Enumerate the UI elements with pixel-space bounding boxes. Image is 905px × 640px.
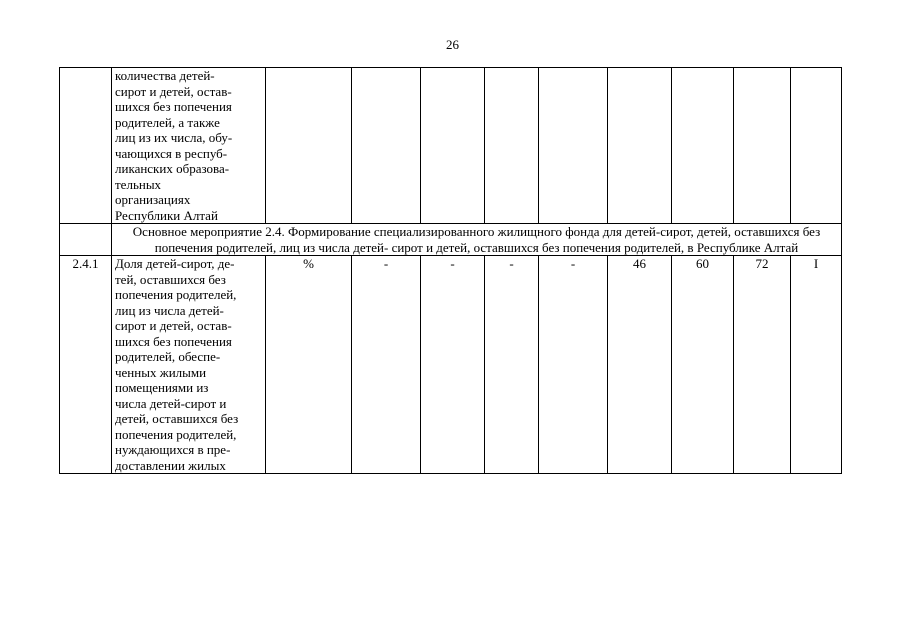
name-line: детей, оставшихся без [115,411,239,426]
indicator-name-cell [112,68,266,224]
table-row-continuation [60,68,842,224]
name-line: сирот и детей, остав- [115,83,232,99]
name-line: чающихся в респуб- [115,145,228,161]
value-cell: 60 [672,256,734,474]
section-title: Основное мероприятие 2.4. Формирование специализированного жилищного фонда для детей-сирот, детей, оставшихся без попечения родителей, лиц из числа детей- сирот и детей, оставшихся без попечения родителей, в Республике Алтай [112,224,842,256]
name-line: организациях [115,192,191,207]
name-line: родителей, обеспе- [115,349,221,364]
table-row-section [60,224,842,256]
page-number: 26 [446,37,459,52]
name-line: количества детей- [115,68,215,83]
row-number-cell: 2.4.1 [60,256,112,474]
name-line: нуждающихся в пре- [115,442,231,457]
value-cell: - [352,256,421,474]
value-cell: - [421,256,485,474]
name-line: Республики Алтай [115,207,218,223]
value-cell: - [485,256,539,474]
name-line: попечения родителей, [115,287,237,302]
name-line: тельных [115,176,162,192]
value-cell [485,68,539,224]
value-cell: I [791,256,842,474]
name-line: сирот и детей, остав- [115,318,232,333]
name-line: попечения родителей, [115,426,237,442]
unit-cell [266,68,352,224]
table-row-indicator [60,256,842,474]
name-line: ченных жилыми [115,364,207,380]
name-line: тей, оставшихся без [115,271,226,287]
value-cell [421,68,485,224]
value-cell [734,68,791,224]
name-line: ликанских образова- [115,161,230,176]
value-cell [352,68,421,224]
indicators-table [59,67,842,474]
value-cell: 72 [734,256,791,474]
value-cell [608,68,672,224]
indicator-name-cell [112,256,266,474]
value-cell [672,68,734,224]
unit-cell: % [266,256,352,474]
name-line: лиц из их числа, обу- [115,130,233,145]
name-line: доставлении жилых [115,457,226,473]
value-cell [791,68,842,224]
value-cell [539,68,608,224]
row-number-cell [60,68,112,224]
value-cell: 46 [608,256,672,474]
value-cell: - [539,256,608,474]
name-line: шихся без попечения [115,99,232,114]
name-line: числа детей-сирот и [115,395,227,411]
name-line: помещениями из [115,380,209,395]
name-line: шихся без попечения [115,333,232,349]
name-line: Доля детей-сирот, де- [115,256,235,271]
row-number-cell [60,224,112,256]
name-line: лиц из числа детей- [115,302,224,318]
name-line: родителей, а также [115,114,220,130]
